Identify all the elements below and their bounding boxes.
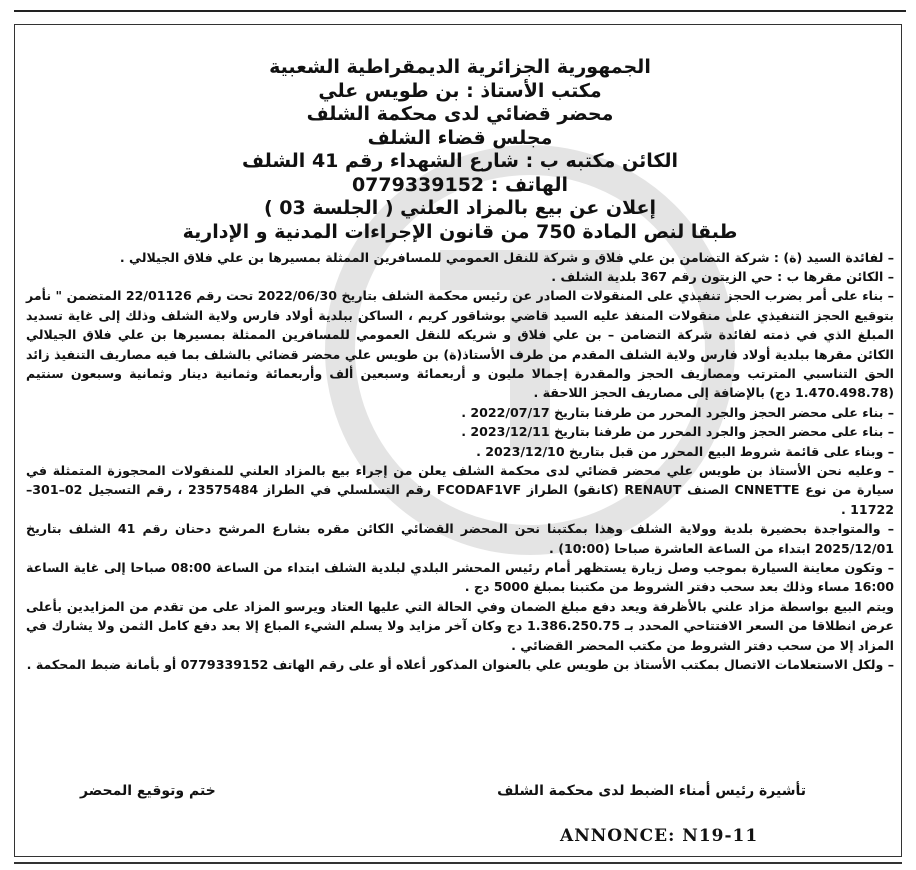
vehicle-description: – وعليه نحن الأستاذ بن طويس علي محضر قضائي لدى محكمة الشلف يعلن من إجراء بيع بالمزاد العلني للمنقولات المحجوزة المتمثلة في سيارة من نوع CNNETTE الصنف RENAUT (كانقو) الطراز FCODAF1VF رقم التسلسلي في الطراز 23575484 ، رقم التسجيل 02–301–11722 . — [26, 462, 894, 517]
legal-basis: طبقا لنص المادة 750 من قانون الإجراءات المدنية و الإدارية — [182, 220, 738, 243]
office-name: مكتب الأستاذ : بن طويس علي — [318, 79, 602, 102]
seizure-order-paragraph: – بناء على أمر بضرب الحجز تنفيذي على المنقولات الصادر عن رئيس محكمة الشلف بتاريخ 2022/06/30 تحت رقم 22/01126 المتضمن " نأمر بتوقيع الحجز التنفيذي على منقولات المنفذ عليه السيد قاضي بوشاقور كريم ، الساكن ببلدية أولاد فارس ولاية الشلف وذلك إلى غاية تسديد المبلغ الذي في ذمته لفائدة شركة التضامن – بن علي فلاق و شريكه للنقل العمومي للمسافرين الممثلة بمسيرها بن علي فلاق الجيلالي الكائن مقرها ببلدية أولاد فارس ولاية الشلف المقدم من طرف الأستاذ(ة) بن طويس علي محضر قضائي بالشلف بما فيه مصاريف التنفيذ زائد الحق التناسبي المترتب ومصاريف الحجز والمقدرة إجمالا مليون و أربعمائة وسبعين ألف وأربعمائة وثمانية دينار وثمانية وسبعون سنتيم (1.470.498.78 دج) بالإضافة إلى مصاريف الحجز اللاحقة . — [26, 288, 894, 401]
beneficiary-paragraph: – لفائدة السيد (ة) : شركة التضامن بن علي فلاق و شركة للنقل العمومي للمسافرين الممثلة بمسيرها بن علي فلاق الجيلالي . — [119, 249, 894, 265]
bailiff-title: محضر قضائي لدى محكمة الشلف — [306, 103, 614, 125]
vehicle-inspection: – وتكون معاينة السيارة بموجب وصل زيارة يستظهر أمام رئيس المحشر البلدي لبلدية الشلف ابتداء من الساعة 08:00 صباحا إلى غاية الساعة 16:00 مساء وذلك بعد سحب دفتر الشروط من مكتبنا بمبلغ 5000 دج . — [26, 560, 894, 595]
signature-row — [80, 783, 806, 799]
registrar-visa: تأشيرة رئيس أمناء الضبط لدى محكمة الشلف — [497, 783, 806, 799]
announcement-content — [26, 56, 894, 674]
court-council: مجلس قضاء الشلف — [367, 126, 553, 149]
beneficiary-address: – الكائن مقرها ب : حي الزيتون رقم 367 بلدية الشلف . — [551, 268, 894, 284]
auction-heading: إعلان عن بيع بالمزاد العلني ( الجلسة 03 ) — [263, 197, 657, 219]
seizure-report-2: – بناء على محضر الحجز والجرد المحرر من طرفنا بتاريخ 2023/12/11 . — [461, 424, 894, 440]
office-address: الكائن مكتبه ب : شارع الشهداء رقم 41 الشلف — [241, 150, 679, 172]
conditions-list: – وبناء على قائمة شروط البيع المحرر من قبل بتاريخ 2023/12/10 . — [476, 443, 894, 459]
bottom-rule — [14, 862, 902, 864]
sale-terms: ويتم البيع بواسطة مزاد علني بالأظرفة ويعد دفع مبلغ الضمان وفي الحالة التي عليها العتاد ويرسو المزاد على من تقدم من المزايدين بأعلى عرض انطلاقا من السعر الافتتاحي المحدد بـ 1.386.250.75 دج وكان آخر مزايد ولا يسلم الشيء المباع إلا بعد دفع كامل الثمن ولا يشارك في المزاد إلا من سحب دفتر الشروط من مكتب المحضر القضائي . — [26, 598, 894, 653]
bailiff-stamp: ختم وتوقيع المحضر — [80, 783, 216, 799]
republic-title: الجمهورية الجزائرية الديمقراطية الشعبية — [269, 56, 651, 78]
office-phone: الهاتف : 0779339152 — [351, 173, 569, 196]
seizure-report-1: – بناء على محضر الحجز والجرد المحرر من طرفنا بتاريخ 2022/07/17 . — [461, 404, 894, 420]
auction-location-date: – والمتواجدة بحضيرة بلدية وولاية الشلف وهذا بمكتبنا نحن المحضر القضائي الكائن مقره بشارع المرشح دحنان رقم 41 الشلف بتاريخ 2025/12/01 ابتداء من الساعة العاشرة صباحا (10:00) . — [26, 521, 894, 556]
top-rule — [14, 10, 906, 12]
annonce-number: ANNONCE: N19-11 — [560, 826, 759, 846]
contact-info: – ولكل الاستعلامات الاتصال بمكتب الأستاذ بن طويس علي بالعنوان المذكور أعلاه أو على رقم الهاتف 0779339152 أو بأمانة ضبط المحكمة . — [26, 657, 894, 673]
announcement-body — [26, 248, 894, 675]
